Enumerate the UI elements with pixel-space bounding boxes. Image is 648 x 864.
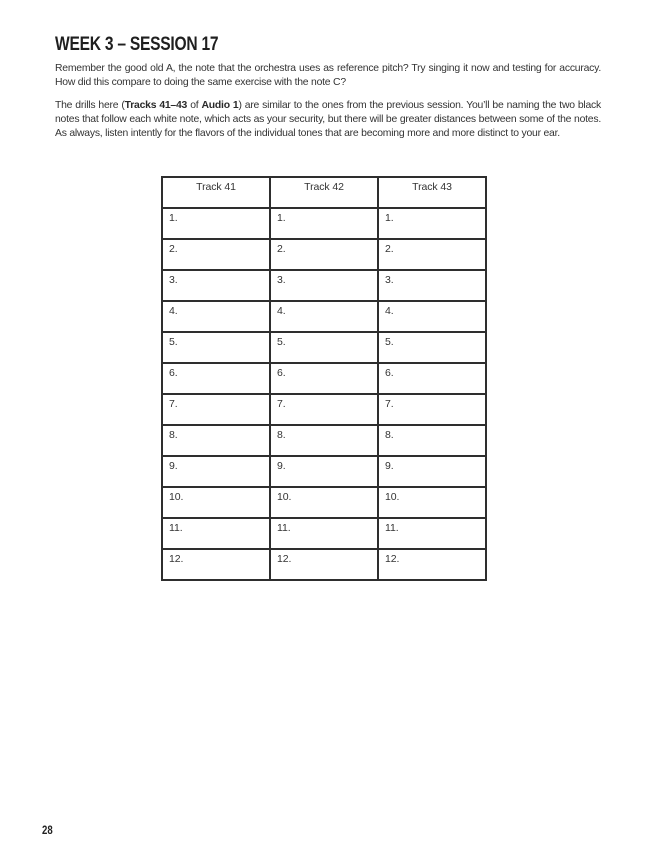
row-number: 10. <box>277 491 292 503</box>
table-row <box>162 363 486 394</box>
answer-cell <box>162 518 270 549</box>
paragraph <box>55 99 601 141</box>
row-number: 9. <box>277 460 286 472</box>
answer-cell <box>162 239 270 270</box>
row-number: 5. <box>169 336 178 348</box>
row-number: 2. <box>385 243 394 255</box>
row-number: 2. <box>277 243 286 255</box>
row-number: 8. <box>169 429 178 441</box>
table-row <box>162 456 486 487</box>
row-number: 1. <box>277 212 286 224</box>
answer-cell <box>162 332 270 363</box>
table-row <box>162 394 486 425</box>
track-table-body <box>162 208 486 580</box>
column-header: Track 42 <box>270 177 378 208</box>
answer-cell <box>378 239 486 270</box>
answer-cell <box>270 270 378 301</box>
row-number: 4. <box>169 305 178 317</box>
answer-cell <box>162 270 270 301</box>
answer-cell <box>162 208 270 239</box>
paragraph <box>55 62 601 90</box>
answer-cell <box>378 301 486 332</box>
answer-cell <box>378 549 486 580</box>
answer-cell <box>162 549 270 580</box>
answer-cell <box>378 425 486 456</box>
track-answer-table <box>161 176 487 581</box>
answer-cell <box>270 239 378 270</box>
intro-paragraphs <box>55 62 601 150</box>
answer-cell <box>162 363 270 394</box>
answer-cell <box>270 332 378 363</box>
answer-cell <box>270 518 378 549</box>
answer-cell <box>270 208 378 239</box>
answer-cell <box>378 332 486 363</box>
row-number: 10. <box>169 491 184 503</box>
row-number: 12. <box>385 553 400 565</box>
row-number: 1. <box>169 212 178 224</box>
table-row <box>162 425 486 456</box>
row-number: 4. <box>277 305 286 317</box>
row-number: 3. <box>385 274 394 286</box>
answer-cell <box>270 363 378 394</box>
row-number: 5. <box>385 336 394 348</box>
answer-cell <box>378 208 486 239</box>
row-number: 7. <box>169 398 178 410</box>
row-number: 11. <box>385 522 399 534</box>
row-number: 10. <box>385 491 400 503</box>
answer-cell <box>162 487 270 518</box>
row-number: 1. <box>385 212 394 224</box>
bold-text-segment: Audio 1 <box>201 100 239 111</box>
row-number: 8. <box>277 429 286 441</box>
row-number: 9. <box>169 460 178 472</box>
table-row <box>162 518 486 549</box>
row-number: 6. <box>385 367 394 379</box>
row-number: 3. <box>169 274 178 286</box>
row-number: 11. <box>277 522 291 534</box>
answer-cell <box>162 456 270 487</box>
answer-cell <box>378 487 486 518</box>
answer-cell <box>378 363 486 394</box>
row-number: 11. <box>169 522 183 534</box>
answer-cell <box>378 270 486 301</box>
answer-cell <box>378 456 486 487</box>
row-number: 7. <box>277 398 286 410</box>
table-row <box>162 208 486 239</box>
column-header: Track 43 <box>378 177 486 208</box>
table-row <box>162 487 486 518</box>
row-number: 12. <box>169 553 184 565</box>
answer-cell <box>270 301 378 332</box>
answer-cell <box>270 549 378 580</box>
text-segment: ) are similar to the ones from the previous session. You’ll be naming the two black notes that follow each white note, which acts as your security, but there will be greater distances between some of the notes. As always, listen intently for the flavors of the individual tones that are becoming more and more distinct to your ear. <box>55 100 602 139</box>
answer-cell <box>270 456 378 487</box>
track-table-head <box>162 177 486 208</box>
answer-cell <box>162 394 270 425</box>
row-number: 5. <box>277 336 286 348</box>
row-number: 8. <box>385 429 394 441</box>
table-row <box>162 332 486 363</box>
row-number: 4. <box>385 305 394 317</box>
answer-cell <box>378 394 486 425</box>
answer-cell <box>270 487 378 518</box>
page-title: WEEK 3 – SESSION 17 <box>55 34 219 55</box>
row-number: 6. <box>277 367 286 379</box>
answer-cell <box>270 394 378 425</box>
page-number: 28 <box>42 823 53 837</box>
answer-cell <box>270 425 378 456</box>
text-segment: The drills here ( <box>55 100 125 111</box>
column-header: Track 41 <box>162 177 270 208</box>
answer-cell <box>162 301 270 332</box>
row-number: 12. <box>277 553 292 565</box>
row-number: 2. <box>169 243 178 255</box>
row-number: 9. <box>385 460 394 472</box>
table-row <box>162 270 486 301</box>
table-row <box>162 301 486 332</box>
row-number: 3. <box>277 274 286 286</box>
answer-cell <box>378 518 486 549</box>
bold-text-segment: Tracks 41–43 <box>124 100 188 111</box>
text-segment: Remember the good old A, the note that the orchestra uses as reference pitch? Try singing it now and testing for accuracy. How did this compare to doing the same exercise with the note C? <box>55 63 601 88</box>
table-row <box>162 239 486 270</box>
row-number: 7. <box>385 398 394 410</box>
answer-cell <box>162 425 270 456</box>
table-row <box>162 549 486 580</box>
row-number: 6. <box>169 367 178 379</box>
text-segment: of <box>187 100 202 111</box>
track-table-header-row <box>162 177 486 208</box>
